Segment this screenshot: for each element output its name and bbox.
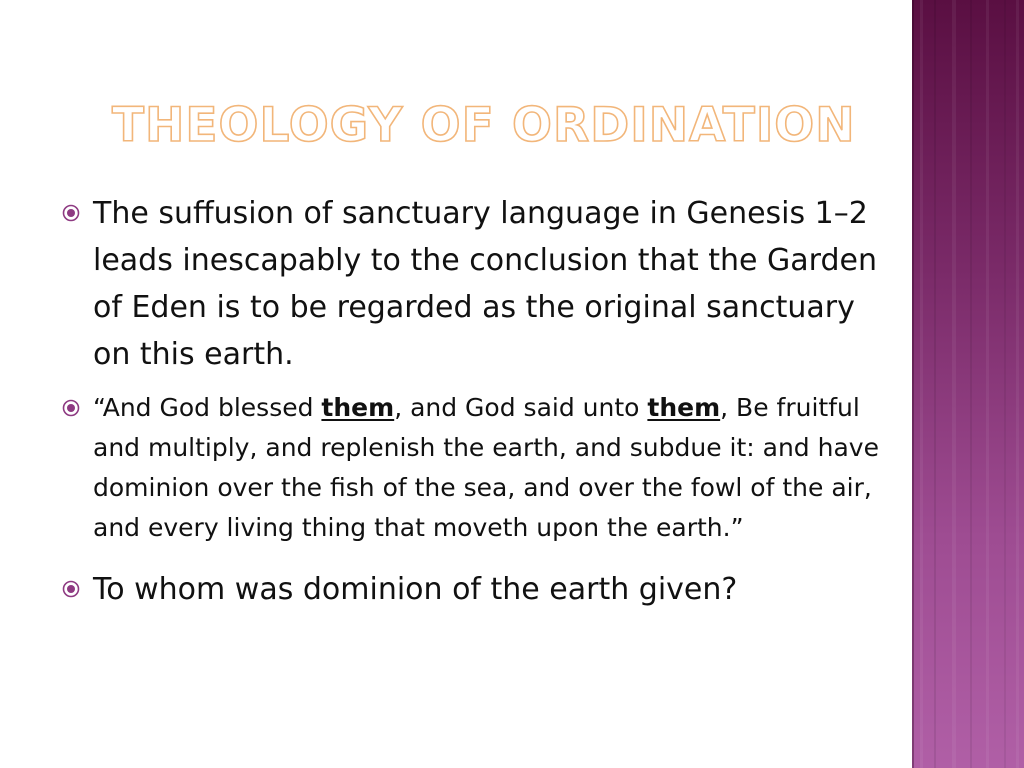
- bullet-item: [60, 190, 900, 378]
- quote-text-part: , and God said unto: [394, 393, 648, 422]
- quote-text-part: , Be fruitful and multiply, and replenish the earth, and subdue it: and have dominion over the fish of the sea, and over the fowl of the air, and every living thing that moveth upon the earth.”: [93, 393, 879, 542]
- bullet-item-quote: [60, 388, 900, 548]
- slide-title: THEOLOGY OF ORDINATION: [112, 98, 856, 153]
- bullet-item-question: [60, 566, 900, 613]
- bullet-text: The suffusion of sanctuary language in Genesis 1–2 leads inescapably to the conclusion that the Garden of Eden is to be regarded as the original sanctuary on this earth.: [93, 196, 877, 372]
- circle-dot-bullet-icon: [62, 399, 80, 417]
- emphasized-word: them: [321, 393, 395, 422]
- slide-body: [60, 190, 900, 613]
- decorative-side-band: [912, 0, 1024, 768]
- circle-dot-bullet-icon: [62, 580, 80, 598]
- emphasized-word: them: [647, 393, 721, 422]
- bullet-text: To whom was dominion of the earth given?: [93, 572, 738, 607]
- quote-text-part: “And God blessed: [93, 393, 322, 422]
- circle-dot-bullet-icon: [62, 204, 80, 222]
